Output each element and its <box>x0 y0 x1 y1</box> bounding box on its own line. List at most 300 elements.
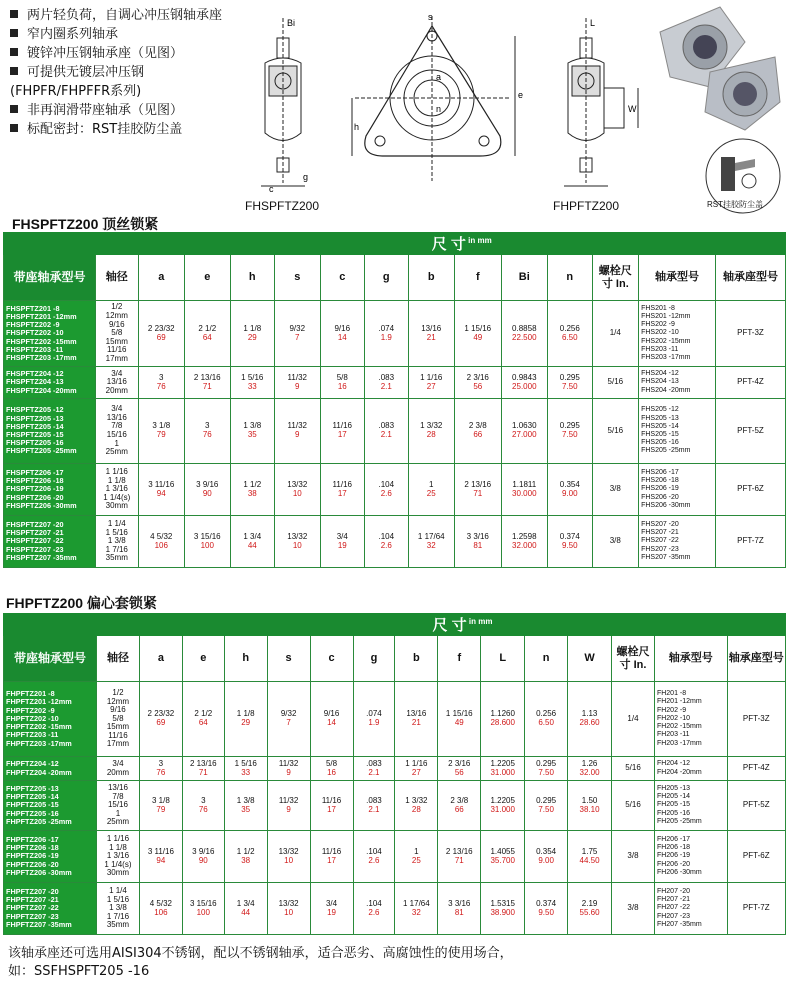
dim-mm: 19 <box>327 907 336 917</box>
dim-inch: 3 9/16 <box>192 846 215 856</box>
dim-mm: 21 <box>426 332 436 342</box>
dim-inch: 1 3/8 <box>236 795 255 805</box>
dim-cell <box>267 883 310 935</box>
dim-cell <box>455 367 502 399</box>
dim-cell <box>408 301 455 367</box>
dim-mm: 71 <box>202 381 212 391</box>
dim-inch: 0.256 <box>536 709 557 719</box>
dim-mm: 33 <box>247 381 257 391</box>
dim-inch: .104 <box>378 531 395 541</box>
column-header: 轴承型号 <box>639 255 716 301</box>
dim-mm: 44 <box>241 907 251 917</box>
dim-mm: 69 <box>156 332 166 342</box>
dim-inch: .083 <box>378 421 395 431</box>
dim-label-c: c <box>269 184 274 193</box>
dim-inch: .104 <box>366 846 382 856</box>
dim-mm: 31.000 <box>490 804 515 814</box>
band-title-text: 尺 寸 <box>431 236 466 254</box>
dim-inch: 1.26 <box>581 758 598 768</box>
column-header: 带座轴承型号 <box>4 255 96 301</box>
dim-inch: 1.2205 <box>490 758 515 768</box>
dim-mm: 76 <box>198 804 208 814</box>
dim-inch: 1 5/16 <box>234 758 257 768</box>
dim-inch: 3 <box>205 421 210 431</box>
dim-cell <box>501 301 548 367</box>
table-row <box>4 757 786 781</box>
dim-inch: 1 3/32 <box>420 421 443 431</box>
band-unit: in mm <box>466 617 493 627</box>
dim-inch: 11/32 <box>287 372 307 382</box>
seal-caption: RST挂胶防尘盖 <box>707 200 763 209</box>
bolt-cell: 5/16 <box>612 781 655 831</box>
column-header: L <box>481 636 525 682</box>
footnote-line: 如：SSFHSPFT205 -16 <box>8 964 150 979</box>
dim-inch: 1 3/4 <box>236 898 255 908</box>
dim-cell <box>139 831 182 883</box>
side-view-drawing-left <box>255 8 325 193</box>
dim-label-g: g <box>303 172 309 182</box>
front-view-drawing <box>340 6 525 196</box>
dim-cell <box>525 781 568 831</box>
dim-cell <box>525 682 568 757</box>
drawing-caption-right: FHPFTZ200 <box>553 199 620 213</box>
dim-mm: 9 <box>286 767 291 777</box>
dim-mm: 7.50 <box>538 804 554 814</box>
dim-inch: 1.50 <box>581 795 598 805</box>
dim-mm: 2.1 <box>380 430 392 439</box>
dim-cell <box>353 757 395 781</box>
dim-mm: 27.000 <box>512 430 537 439</box>
dim-cell <box>501 399 548 464</box>
dim-cell <box>310 883 353 935</box>
dim-cell <box>395 831 438 883</box>
dim-inch: 2 23/32 <box>147 323 175 333</box>
dim-inch: 1.2205 <box>490 795 515 805</box>
dim-inch: 5/8 <box>336 372 348 382</box>
column-header: c <box>320 255 365 301</box>
dim-inch: 1.1260 <box>490 709 515 719</box>
dim-mm: 25 <box>411 855 421 865</box>
column-header: h <box>230 255 275 301</box>
bearing-cell: FH206 -17 FH206 -18 FH206 -19 FH206 -20 FH206 -30mm <box>654 831 727 883</box>
dim-cell <box>455 399 502 464</box>
dim-mm: 6.50 <box>562 332 578 342</box>
dim-cell <box>182 883 224 935</box>
dim-cell <box>408 399 455 464</box>
dim-cell <box>224 781 267 831</box>
dim-inch: 1.4055 <box>490 846 515 856</box>
dim-cell <box>230 399 275 464</box>
dim-cell <box>481 831 525 883</box>
column-header: c <box>310 636 353 682</box>
dim-cell <box>365 399 408 464</box>
dim-mm: 106 <box>154 540 168 550</box>
dim-mm: 30.000 <box>512 488 537 498</box>
dim-inch: 2 13/16 <box>445 846 473 856</box>
column-header: 轴承座型号 <box>727 636 786 682</box>
column-header: a <box>139 636 182 682</box>
dim-cell <box>568 682 612 757</box>
footnote <box>8 945 513 981</box>
dim-inch: 4 5/32 <box>149 898 172 908</box>
model-cell: FHSPFTZ207 -20 FHSPFTZ207 -21 FHSPFTZ207 -22 FHSPFTZ207 -23 FHSPFTZ207 -35mm <box>4 516 96 568</box>
table-row <box>4 682 786 757</box>
table2-title: FHPFTZ200 偏心套锁紧 <box>6 595 157 611</box>
dim-inch: 3 1/8 <box>151 795 170 805</box>
dim-cell <box>185 516 231 568</box>
bolt-cell: 1/4 <box>612 682 655 757</box>
dim-mm: 16 <box>327 767 336 777</box>
dim-mm: 90 <box>202 488 212 498</box>
dim-inch: 1 1/8 <box>236 709 255 719</box>
dim-inch: 11/16 <box>321 795 342 805</box>
column-header: s <box>267 636 310 682</box>
model-cell: FHSPFTZ204 -12 FHSPFTZ204 -13 FHSPFTZ204 -20mm <box>4 367 96 399</box>
housing-cell: PFT-6Z <box>727 831 786 883</box>
dim-cell <box>310 781 353 831</box>
dim-inch: 1 1/2 <box>243 479 262 489</box>
dim-mm: 56 <box>473 381 483 391</box>
dim-inch: 1.0630 <box>512 421 537 431</box>
dim-cell <box>185 301 231 367</box>
dim-label-e: e <box>518 90 524 100</box>
dim-cell <box>185 464 231 516</box>
dim-cell <box>275 516 321 568</box>
dimension-band-row <box>4 233 786 255</box>
feature-item: 非再润滑带座轴承（见图） <box>10 101 260 120</box>
dim-mm: 35 <box>241 804 251 814</box>
dim-cell <box>548 301 593 367</box>
column-header: g <box>365 255 408 301</box>
dim-cell <box>230 516 275 568</box>
dim-cell <box>230 301 275 367</box>
dim-inch: 0.354 <box>536 846 557 856</box>
side-view-drawing-right <box>558 8 648 193</box>
table-row <box>4 399 786 464</box>
dim-inch: 3 11/16 <box>147 846 174 856</box>
model-cell: FHSPFTZ205 -12 FHSPFTZ205 -13 FHSPFTZ205 -14 FHSPFTZ205 -15 FHSPFTZ205 -16 FHSPFTZ205 -25mm <box>4 399 96 464</box>
dim-inch: 4 5/32 <box>150 531 173 541</box>
column-header: 轴承型号 <box>654 636 727 682</box>
dim-cell <box>182 831 224 883</box>
dim-inch: 13/32 <box>287 479 308 489</box>
bearing-cell: FH201 -8 FH201 -12mm FH202 -9 FH202 -10 FH202 -15mm FH203 -11 FH203 -17mm <box>654 682 727 757</box>
dim-mm: 35.700 <box>490 855 515 865</box>
dim-cell <box>481 757 525 781</box>
dim-cell <box>365 367 408 399</box>
dim-cell <box>438 781 481 831</box>
dim-cell <box>182 682 224 757</box>
shaft-cell: 3/4 13/16 7/8 15/16 1 25mm <box>96 399 138 464</box>
dim-cell <box>138 464 185 516</box>
dim-mm: 76 <box>156 767 166 777</box>
bolt-cell: 3/8 <box>592 464 639 516</box>
dim-mm: 7.50 <box>538 767 554 777</box>
model-cell: FHPFTZ201 -8 FHPFTZ201 -12mm FHPFTZ202 -9 FHPFTZ202 -10 FHPFTZ202 -15mm FHPFTZ203 -11 FHPFTZ203 -17mm <box>4 682 97 757</box>
column-header: 轴径 <box>96 255 138 301</box>
dim-cell <box>568 781 612 831</box>
dim-mm: 38.900 <box>490 907 515 917</box>
column-header: e <box>185 255 231 301</box>
dim-mm: 71 <box>473 488 483 498</box>
dim-mm: 44.50 <box>579 855 600 865</box>
dim-mm: 31.000 <box>490 767 515 777</box>
dim-cell <box>408 367 455 399</box>
dim-mm: 64 <box>198 718 208 727</box>
dim-mm: 2.6 <box>380 488 392 498</box>
dim-cell <box>481 883 525 935</box>
dim-mm: 56 <box>454 767 464 777</box>
dim-cell <box>139 682 182 757</box>
dim-inch: 0.295 <box>536 758 557 768</box>
shaft-cell: 1 1/16 1 1/8 1 3/16 1 1/4(s) 30mm <box>97 831 140 883</box>
dim-inch: 1 1/2 <box>236 846 255 856</box>
dim-label-s: s <box>428 12 433 22</box>
column-header: f <box>455 255 502 301</box>
dim-cell <box>267 682 310 757</box>
dim-inch: 13/32 <box>278 846 299 856</box>
dim-cell <box>438 831 481 883</box>
dimension-band-row <box>4 614 786 636</box>
bearing-cell: FHS207 -20 FHS207 -21 FHS207 -22 FHS207 -23 FHS207 -35mm <box>639 516 716 568</box>
dim-mm: 2.6 <box>380 540 392 550</box>
dim-inch: 2 3/16 <box>448 758 471 768</box>
bearing-cell: FHS204 -12 FHS204 -13 FHS204 -20mm <box>639 367 716 399</box>
dim-inch: 1 1/8 <box>243 323 262 333</box>
dim-inch: 3 11/16 <box>148 479 175 489</box>
dim-inch: 0.295 <box>536 795 557 805</box>
dim-inch: 1 3/4 <box>243 531 262 541</box>
column-header: n <box>548 255 593 301</box>
dim-mm: 100 <box>196 907 210 917</box>
dim-cell <box>408 464 455 516</box>
dim-inch: 2 13/16 <box>189 758 217 768</box>
dim-inch: 0.354 <box>559 479 580 489</box>
dim-cell <box>395 883 438 935</box>
dim-mm: 38 <box>241 855 251 865</box>
dim-cell <box>568 831 612 883</box>
dim-mm: 6.50 <box>538 718 554 727</box>
shaft-cell: 3/4 20mm <box>97 757 140 781</box>
dim-mm: 71 <box>454 855 464 865</box>
dim-mm: 16 <box>337 381 347 391</box>
dim-mm: 10 <box>284 855 294 865</box>
dim-mm: 9 <box>286 804 291 814</box>
dim-mm: 38.10 <box>579 804 600 814</box>
dim-label-l: L <box>590 18 596 28</box>
dim-mm: 71 <box>198 767 208 777</box>
table-row <box>4 781 786 831</box>
shaft-cell: 13/16 7/8 15/16 1 25mm <box>97 781 140 831</box>
housing-cell: PFT-4Z <box>715 367 785 399</box>
dim-label-a: a <box>436 72 442 82</box>
feature-item: (FHPFR/FHPFFR系列) <box>10 84 142 99</box>
band-title-text: 尺 寸 <box>432 617 467 635</box>
shaft-cell: 1 1/4 1 5/16 1 3/8 1 7/16 35mm <box>97 883 140 935</box>
feature-list <box>10 6 260 139</box>
bearing-cell: FHS201 -8 FHS201 -12mm FHS202 -9 FHS202 -10 FHS202 -15mm FHS203 -11 FHS203 -17mm <box>639 301 716 367</box>
dim-mm: 9.00 <box>562 488 578 498</box>
bolt-cell: 5/16 <box>612 757 655 781</box>
dim-cell <box>139 883 182 935</box>
dim-inch: 1 5/16 <box>241 372 264 382</box>
dim-cell <box>230 367 275 399</box>
column-header: s <box>275 255 321 301</box>
dim-mm: 81 <box>454 907 464 917</box>
dim-mm: 44 <box>247 540 257 550</box>
dim-inch: 13/32 <box>278 898 299 908</box>
band-spacer <box>4 614 140 636</box>
dim-inch: 2 13/16 <box>193 372 221 382</box>
dim-mm: 28.600 <box>490 718 515 727</box>
dim-inch: .083 <box>366 795 382 805</box>
dim-mm: 1.9 <box>368 718 380 727</box>
dim-mm: 2.1 <box>368 804 380 814</box>
dim-inch: 1.13 <box>581 709 598 719</box>
dim-cell <box>353 831 395 883</box>
dim-cell <box>275 367 321 399</box>
column-header: e <box>182 636 224 682</box>
dim-inch: 2 23/32 <box>147 709 175 719</box>
shaft-cell: 1/2 12mm 9/16 5/8 15mm 11/16 17mm <box>97 682 140 757</box>
dim-inch: 1 3/8 <box>243 421 262 431</box>
dim-cell <box>455 301 502 367</box>
dim-inch: .104 <box>366 898 382 908</box>
column-header: W <box>568 636 612 682</box>
dim-inch: 3 9/16 <box>196 479 219 489</box>
dim-mm: 79 <box>156 804 166 814</box>
spec-table-set-screw <box>3 232 786 568</box>
dim-label-bi: Bi <box>287 18 296 28</box>
dim-cell <box>310 831 353 883</box>
dim-mm: 81 <box>473 540 483 550</box>
dim-cell <box>568 757 612 781</box>
dim-cell <box>353 682 395 757</box>
dim-mm: 9.50 <box>562 540 578 550</box>
dim-inch: .083 <box>366 758 382 768</box>
dim-mm: 76 <box>156 381 166 391</box>
table-row <box>4 301 786 367</box>
bolt-cell: 3/8 <box>612 883 655 935</box>
dim-cell <box>408 516 455 568</box>
dim-mm: 2.6 <box>368 907 380 917</box>
dim-cell <box>224 757 267 781</box>
dim-mm: 76 <box>202 430 212 439</box>
dim-cell <box>353 883 395 935</box>
bolt-cell: 5/16 <box>592 399 639 464</box>
dim-inch: 9/32 <box>289 323 306 333</box>
dim-inch: 9/16 <box>334 323 351 333</box>
dim-mm: 2.1 <box>368 767 380 777</box>
dim-mm: 17 <box>327 855 336 865</box>
dim-cell <box>185 399 231 464</box>
dim-inch: 3 15/16 <box>189 898 217 908</box>
dim-inch: .074 <box>378 323 395 333</box>
housing-cell: PFT-7Z <box>715 516 785 568</box>
dim-cell <box>310 757 353 781</box>
dim-cell <box>182 757 224 781</box>
dim-mm: 17 <box>337 488 347 498</box>
dim-inch: .104 <box>378 479 395 489</box>
bolt-cell: 3/8 <box>612 831 655 883</box>
housing-cell: PFT-3Z <box>727 682 786 757</box>
dim-mm: 7 <box>295 332 300 342</box>
dim-cell <box>455 464 502 516</box>
dim-inch: 11/16 <box>332 479 352 489</box>
dim-mm: 55.60 <box>579 907 600 917</box>
dim-cell <box>501 367 548 399</box>
column-header: g <box>353 636 395 682</box>
dim-mm: 9 <box>295 381 300 391</box>
dim-inch: 3 <box>159 372 164 382</box>
bearing-cell: FH207 -20 FH207 -21 FH207 -22 FH207 -23 FH207 -35mm <box>654 883 727 935</box>
dim-mm: 38 <box>247 488 257 498</box>
column-header: 轴承座型号 <box>715 255 785 301</box>
column-header: 轴径 <box>97 636 140 682</box>
dim-cell <box>267 781 310 831</box>
dim-inch: 2 1/2 <box>198 323 217 333</box>
band-spacer <box>4 233 139 255</box>
dim-cell <box>353 781 395 831</box>
dim-inch: 3 15/16 <box>193 531 221 541</box>
product-photo <box>650 2 785 132</box>
housing-cell: PFT-5Z <box>727 781 786 831</box>
dim-inch: .083 <box>378 372 395 382</box>
dim-mm: 29 <box>247 332 257 342</box>
dim-mm: 2.6 <box>368 855 380 865</box>
dim-inch: 1 1/16 <box>420 372 443 382</box>
dim-mm: 22.500 <box>512 332 537 342</box>
dim-mm: 90 <box>198 855 208 865</box>
dim-cell <box>320 367 365 399</box>
dim-mm: 64 <box>202 332 212 342</box>
dim-mm: 32 <box>411 907 421 917</box>
dim-mm: 28 <box>411 804 421 814</box>
dim-inch: 11/16 <box>332 421 352 431</box>
spec-table-eccentric <box>3 613 786 935</box>
dim-inch: 5/8 <box>325 758 338 768</box>
dim-cell <box>438 883 481 935</box>
dim-cell <box>230 464 275 516</box>
dim-inch: 9/16 <box>323 709 340 719</box>
column-header: n <box>525 636 568 682</box>
dim-cell <box>365 301 408 367</box>
dim-cell <box>275 464 321 516</box>
dim-inch: 2 3/8 <box>450 795 469 805</box>
drawing-caption-left: FHSPFTZ200 <box>245 199 320 213</box>
bearing-cell: FH204 -12 FH204 -20mm <box>654 757 727 781</box>
dim-mm: 7.50 <box>562 430 578 439</box>
dim-inch: 1 17/64 <box>403 898 430 908</box>
footnote-line: 该轴承座还可选用AISI304不锈钢，配以不锈钢轴承，适合恶劣、高腐蚀性的使用场合， <box>8 946 513 961</box>
dim-inch: 11/32 <box>278 795 299 805</box>
dim-inch: 0.295 <box>559 421 580 431</box>
model-cell: FHPFTZ206 -17 FHPFTZ206 -18 FHPFTZ206 -19 FHPFTZ206 -20 FHPFTZ206 -30mm <box>4 831 97 883</box>
dim-cell <box>224 883 267 935</box>
dim-inch: 2 3/16 <box>466 372 489 382</box>
dim-cell <box>481 781 525 831</box>
bolt-cell: 5/16 <box>592 367 639 399</box>
housing-cell: PFT-4Z <box>727 757 786 781</box>
table1-title: FHSPFTZ200 顶丝锁紧 <box>12 216 159 232</box>
dim-cell <box>438 757 481 781</box>
dim-cell <box>138 301 185 367</box>
dim-inch: 3/4 <box>336 531 348 541</box>
dim-inch: 1 17/64 <box>417 531 445 541</box>
column-header: 带座轴承型号 <box>4 636 97 682</box>
dim-inch: 3 1/8 <box>152 421 171 431</box>
feature-item: 窄内圈系列轴承 <box>10 25 260 44</box>
